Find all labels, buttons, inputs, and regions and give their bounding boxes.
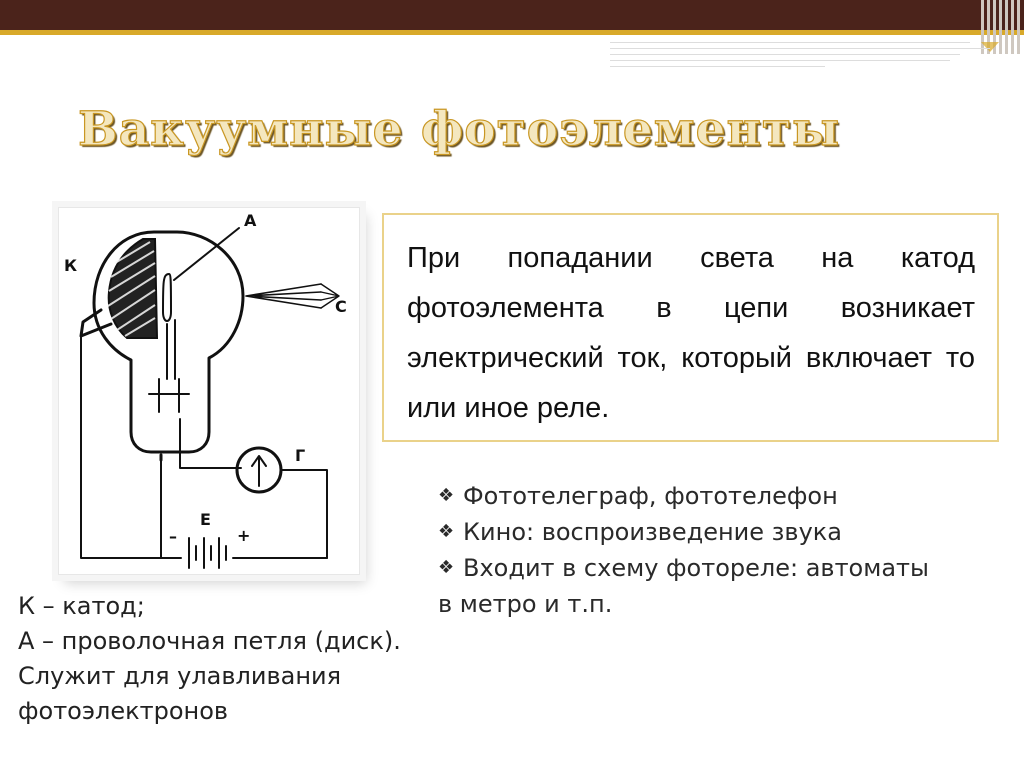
diagram-caption: [18, 589, 438, 729]
diamond-bullet-icon: ❖: [438, 557, 455, 578]
galvanometer-label: Г: [295, 446, 306, 465]
list-item-text: Входит в схему фотореле: автоматы: [463, 554, 929, 582]
list-item: [438, 514, 998, 550]
top-accent-line: [0, 30, 1024, 35]
photocell-schematic: [59, 208, 359, 574]
light-source-label: С: [335, 297, 347, 316]
explanation-box: [382, 213, 999, 442]
diamond-bullet-icon: ❖: [438, 521, 455, 542]
list-item-text: Кино: воспроизведение звука: [463, 518, 842, 546]
plus-label: +: [237, 526, 251, 545]
caption-line: Служит для улавливания: [18, 662, 342, 690]
top-banner: [0, 0, 1024, 30]
photoelement-diagram: [58, 207, 360, 575]
list-item: [438, 478, 998, 514]
corner-arrow-icon: [981, 42, 999, 52]
caption-line: А – проволочная петля (диск).: [18, 627, 401, 655]
cathode-label: К: [64, 256, 78, 275]
battery-label: Е: [200, 510, 211, 529]
anode-label: А: [244, 211, 257, 230]
minus-label: –: [169, 527, 177, 546]
slide-title: Вакуумные фотоэлементы: [78, 102, 841, 157]
explanation-text: При попадании света на катод фотоэлемента в цепи возникает электрический ток, который включает то или иное реле.: [407, 242, 975, 424]
caption-line: К – катод;: [18, 592, 145, 620]
applications-list: [438, 478, 998, 622]
list-item-text: Фототелеграф, фототелефон: [463, 482, 838, 510]
caption-line: фотоэлектронов: [18, 697, 229, 725]
list-item-continuation: [438, 586, 998, 622]
list-item-text: в метро и т.п.: [438, 590, 613, 618]
diamond-bullet-icon: ❖: [438, 485, 455, 506]
list-item: [438, 550, 998, 586]
